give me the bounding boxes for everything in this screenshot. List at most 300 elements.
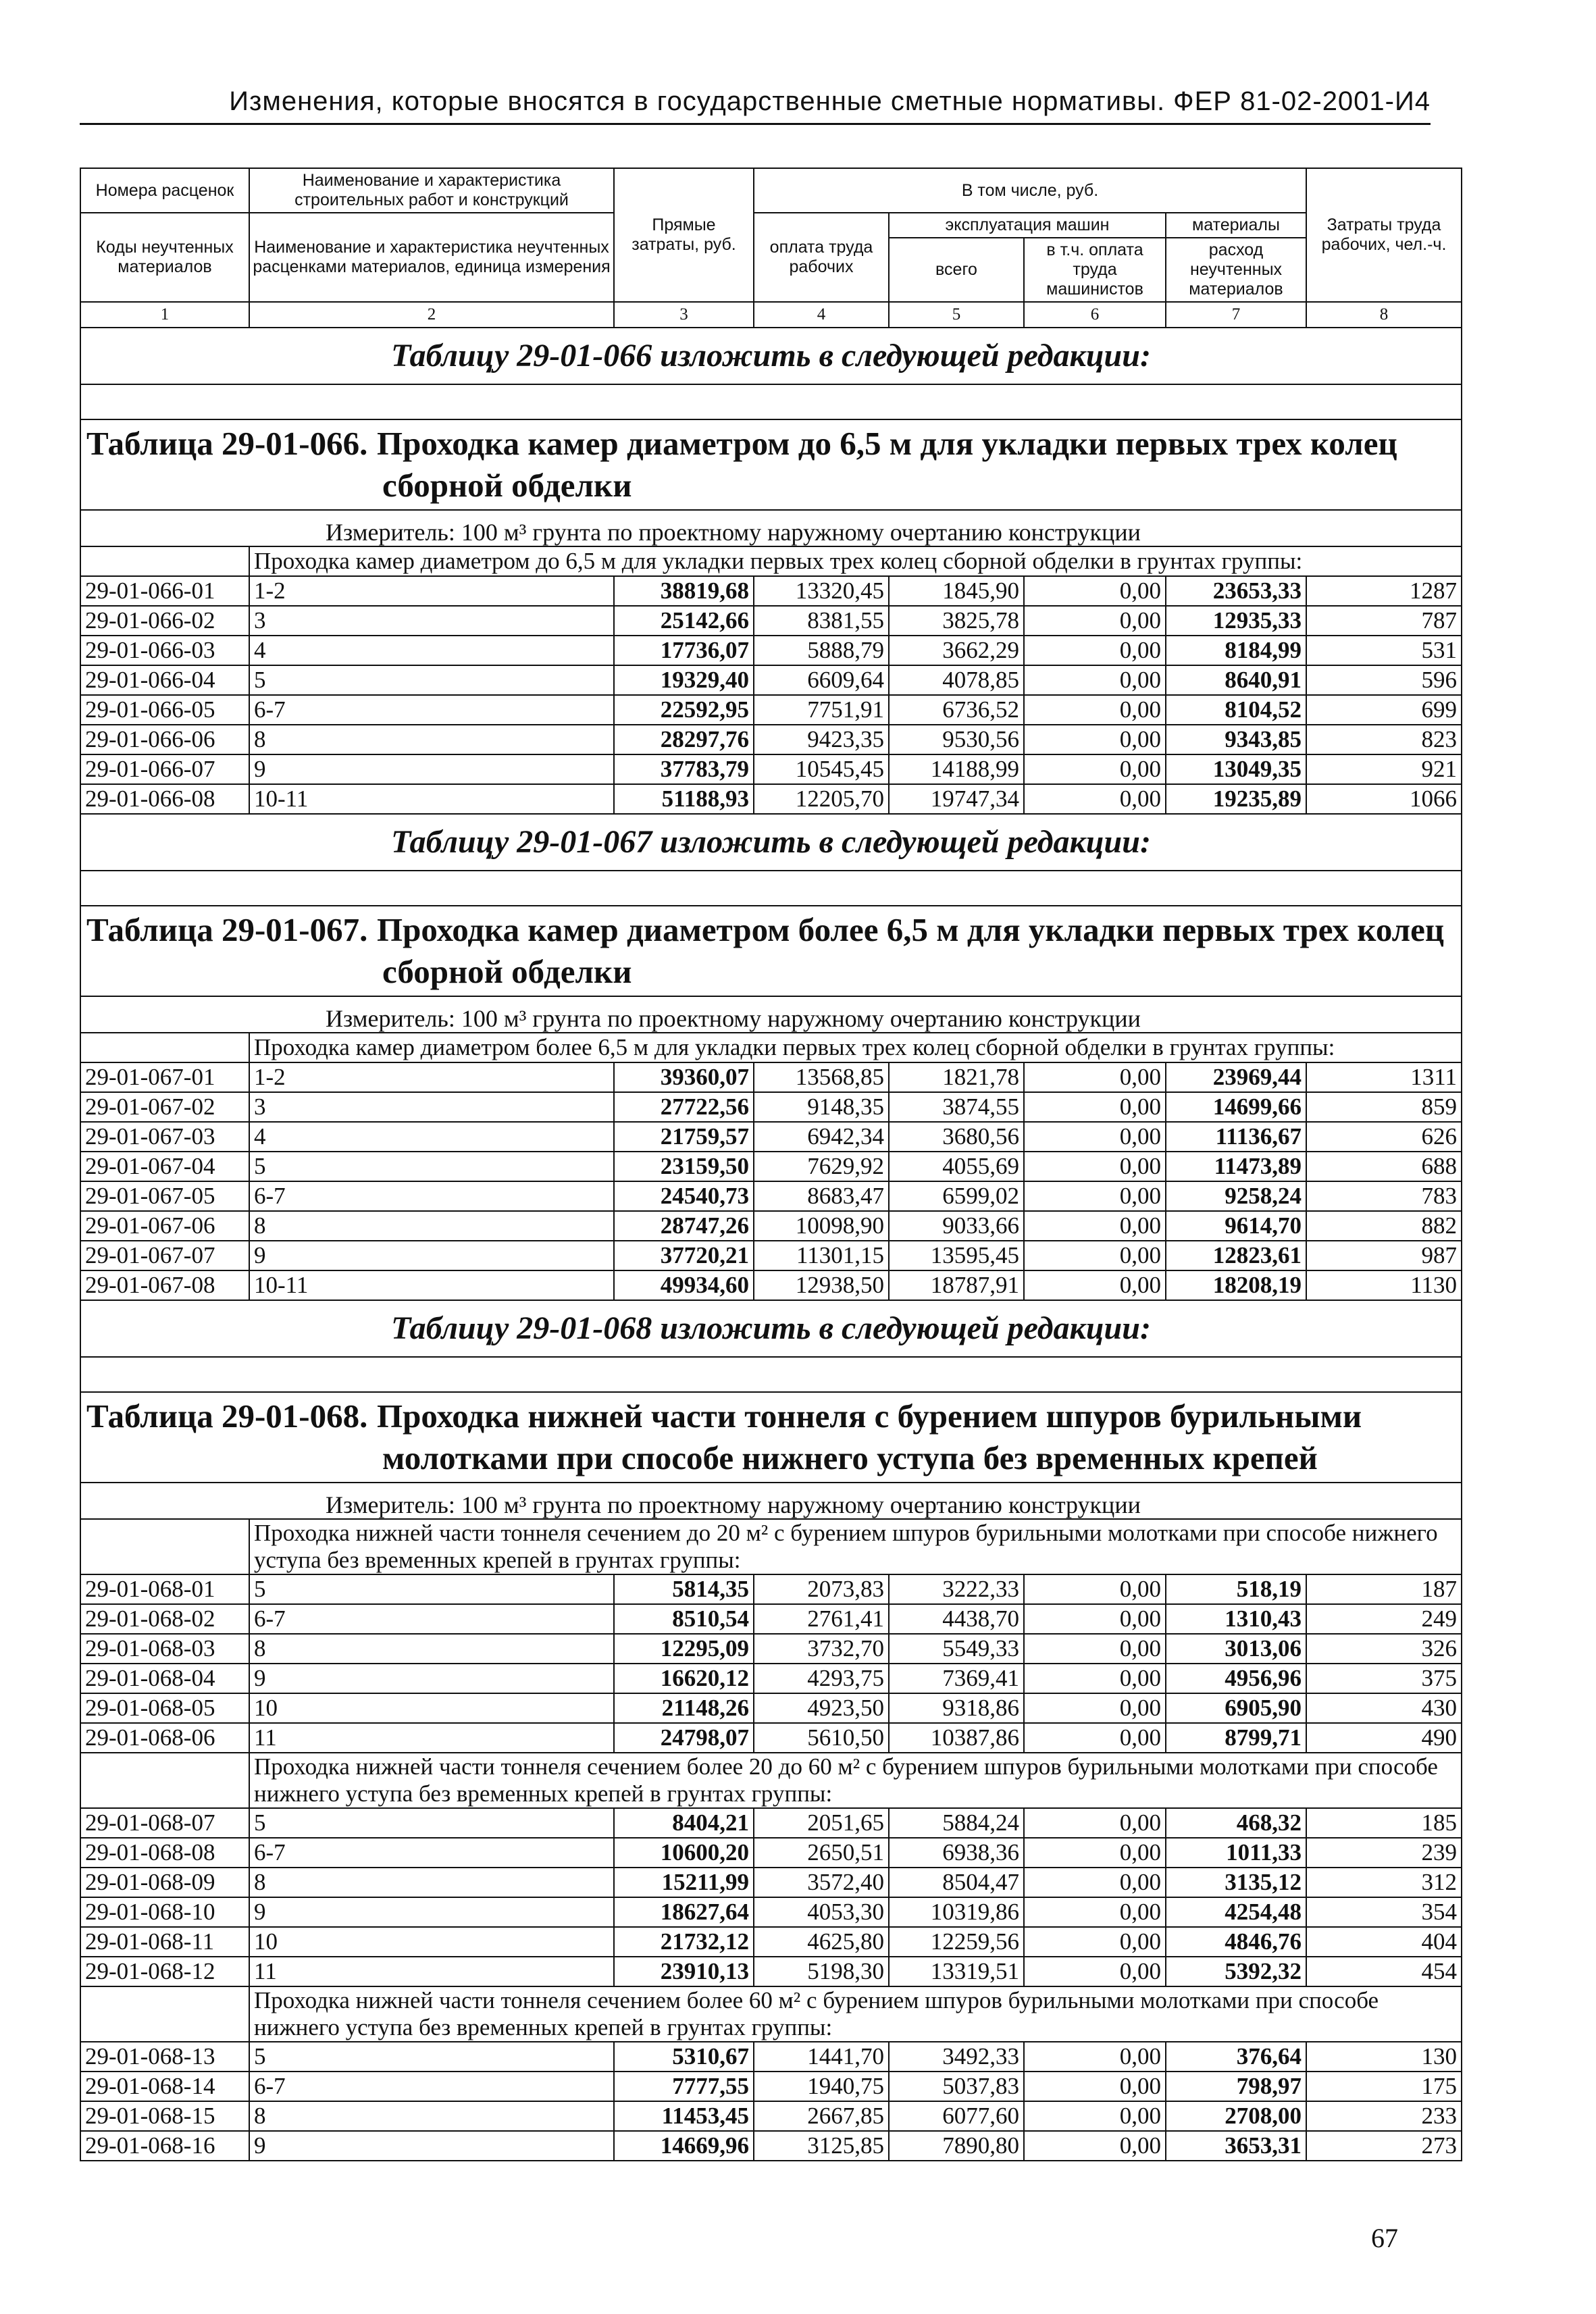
data-cell: 1-2 xyxy=(249,1062,614,1092)
data-cell: 7751,91 xyxy=(754,695,889,725)
header-wages: оплата труда рабочих xyxy=(754,213,889,302)
data-cell: 29-01-068-14 xyxy=(80,2072,249,2101)
table-title-line1: Проходка камер диаметром до 6,5 м для укладки первых трех колец xyxy=(377,425,1397,462)
data-cell: 1287 xyxy=(1306,576,1462,606)
table-row xyxy=(80,754,1462,784)
data-cell: 9258,24 xyxy=(1166,1181,1306,1211)
table-row xyxy=(80,1634,1462,1664)
data-cell: 8640,91 xyxy=(1166,665,1306,695)
section-caption-row xyxy=(80,1519,1462,1574)
data-cell: 16620,12 xyxy=(614,1664,754,1693)
section-caption-row xyxy=(80,546,1462,576)
data-cell: 6905,90 xyxy=(1166,1693,1306,1723)
data-cell: 29-01-066-07 xyxy=(80,754,249,784)
data-cell: 18787,91 xyxy=(889,1270,1024,1300)
header-labor-costs: Затраты труда рабочих, чел.-ч. xyxy=(1306,168,1462,302)
data-cell: 4956,96 xyxy=(1166,1664,1306,1693)
data-cell: 798,97 xyxy=(1166,2072,1306,2101)
table-number: Таблица 29-01-068. xyxy=(86,1397,368,1435)
header-name-top: Наименование и характеристика строительных работ и конструкций xyxy=(249,168,614,213)
data-cell: 185 xyxy=(1306,1808,1462,1838)
data-cell: 404 xyxy=(1306,1927,1462,1957)
data-cell: 37783,79 xyxy=(614,754,754,784)
table-row xyxy=(80,1723,1462,1753)
data-cell: 6736,52 xyxy=(889,695,1024,725)
data-cell: 9033,66 xyxy=(889,1211,1024,1241)
data-cell: 787 xyxy=(1306,606,1462,636)
data-cell: 19235,89 xyxy=(1166,784,1306,814)
data-cell: 1130 xyxy=(1306,1270,1462,1300)
data-cell: 5814,35 xyxy=(614,1574,754,1604)
data-cell: 29-01-067-05 xyxy=(80,1181,249,1211)
data-cell: 3680,56 xyxy=(889,1122,1024,1152)
data-cell: 0,00 xyxy=(1024,1723,1166,1753)
data-cell: 8 xyxy=(249,2101,614,2131)
data-cell: 3492,33 xyxy=(889,2042,1024,2072)
data-cell: 5 xyxy=(249,1152,614,1181)
header-unaccounted-materials: расход неучтенных материалов xyxy=(1166,238,1306,302)
data-cell: 21759,57 xyxy=(614,1122,754,1152)
data-cell: 39360,07 xyxy=(614,1062,754,1092)
data-cell: 29-01-067-07 xyxy=(80,1241,249,1270)
data-cell: 3125,85 xyxy=(754,2131,889,2161)
data-cell: 29-01-068-16 xyxy=(80,2131,249,2161)
data-cell: 27722,56 xyxy=(614,1092,754,1122)
instruction-text: Таблицу 29-01-066 изложить в следующей редакции: xyxy=(80,328,1462,384)
data-cell: 6599,02 xyxy=(889,1181,1024,1211)
data-cell: 7369,41 xyxy=(889,1664,1024,1693)
data-cell: 29-01-068-08 xyxy=(80,1838,249,1868)
spacer-row xyxy=(80,871,1462,906)
data-cell: 18627,64 xyxy=(614,1897,754,1927)
data-cell: 4053,30 xyxy=(754,1897,889,1927)
data-cell: 0,00 xyxy=(1024,1574,1166,1604)
data-cell: 7777,55 xyxy=(614,2072,754,2101)
data-cell: 9 xyxy=(249,1664,614,1693)
section-caption-row xyxy=(80,1033,1462,1062)
data-cell: 249 xyxy=(1306,1604,1462,1634)
table-row xyxy=(80,784,1462,814)
data-cell: 14669,96 xyxy=(614,2131,754,2161)
data-cell: 29-01-068-12 xyxy=(80,1957,249,1986)
data-cell: 0,00 xyxy=(1024,636,1166,665)
data-cell: 0,00 xyxy=(1024,695,1166,725)
data-cell: 9 xyxy=(249,1241,614,1270)
table-row xyxy=(80,1838,1462,1868)
header-codes-top: Номера расценок xyxy=(80,168,249,213)
data-cell: 5884,24 xyxy=(889,1808,1024,1838)
table-row xyxy=(80,1927,1462,1957)
table-title-line1: Проходка камер диаметром более 6,5 м для укладки первых трех колец xyxy=(377,911,1445,948)
table-row xyxy=(80,2131,1462,2161)
data-cell: 29-01-068-11 xyxy=(80,1927,249,1957)
table-title xyxy=(80,906,1462,996)
spacer-row xyxy=(80,1357,1462,1392)
data-cell: 3653,31 xyxy=(1166,2131,1306,2161)
data-cell: 12823,61 xyxy=(1166,1241,1306,1270)
data-cell: 29-01-068-04 xyxy=(80,1664,249,1693)
data-cell: 49934,60 xyxy=(614,1270,754,1300)
data-cell: 0,00 xyxy=(1024,1957,1166,1986)
column-number-row xyxy=(80,302,1462,328)
instruction-text: Таблицу 29-01-067 изложить в следующей редакции: xyxy=(80,814,1462,871)
data-cell: 490 xyxy=(1306,1723,1462,1753)
data-cell: 10 xyxy=(249,1927,614,1957)
instruction-text: Таблицу 29-01-068 изложить в следующей редакции: xyxy=(80,1300,1462,1357)
data-cell: 12259,56 xyxy=(889,1927,1024,1957)
data-cell: 3572,40 xyxy=(754,1868,889,1897)
data-cell: 12295,09 xyxy=(614,1634,754,1664)
data-cell: 13319,51 xyxy=(889,1957,1024,1986)
table-row xyxy=(80,1122,1462,1152)
data-cell: 29-01-067-02 xyxy=(80,1092,249,1122)
header-materials: материалы xyxy=(1166,213,1306,238)
data-cell: 23969,44 xyxy=(1166,1062,1306,1092)
data-cell: 21732,12 xyxy=(614,1927,754,1957)
data-cell: 9343,85 xyxy=(1166,725,1306,754)
data-cell: 6077,60 xyxy=(889,2101,1024,2131)
table-title-row xyxy=(80,419,1462,510)
table-header xyxy=(80,168,1462,328)
data-cell: 8184,99 xyxy=(1166,636,1306,665)
data-cell: 0,00 xyxy=(1024,2042,1166,2072)
data-cell: 10319,86 xyxy=(889,1897,1024,1927)
data-cell: 8381,55 xyxy=(754,606,889,636)
data-cell: 0,00 xyxy=(1024,1122,1166,1152)
data-cell: 29-01-066-02 xyxy=(80,606,249,636)
data-cell: 14699,66 xyxy=(1166,1092,1306,1122)
column-number: 5 xyxy=(889,302,1024,328)
data-cell: 22592,95 xyxy=(614,695,754,725)
data-cell: 10545,45 xyxy=(754,754,889,784)
data-cell: 375 xyxy=(1306,1664,1462,1693)
data-cell: 8 xyxy=(249,725,614,754)
data-cell: 4078,85 xyxy=(889,665,1024,695)
data-cell: 21148,26 xyxy=(614,1693,754,1723)
data-cell: 29-01-066-04 xyxy=(80,665,249,695)
data-cell: 9530,56 xyxy=(889,725,1024,754)
data-cell: 5310,67 xyxy=(614,2042,754,2072)
table-row xyxy=(80,1092,1462,1122)
data-cell: 518,19 xyxy=(1166,1574,1306,1604)
header-codes-bottom: Коды неучтенных материалов xyxy=(80,213,249,302)
data-cell: 24798,07 xyxy=(614,1723,754,1753)
data-cell: 0,00 xyxy=(1024,1927,1166,1957)
data-cell: 12938,50 xyxy=(754,1270,889,1300)
data-cell: 3135,12 xyxy=(1166,1868,1306,1897)
data-cell: 9423,35 xyxy=(754,725,889,754)
table-row xyxy=(80,725,1462,754)
data-cell: 13568,85 xyxy=(754,1062,889,1092)
data-cell: 1441,70 xyxy=(754,2042,889,2072)
data-cell: 0,00 xyxy=(1024,576,1166,606)
data-cell: 9318,86 xyxy=(889,1693,1024,1723)
data-cell: 29-01-068-06 xyxy=(80,1723,249,1753)
data-cell: 0,00 xyxy=(1024,1634,1166,1664)
data-cell: 0,00 xyxy=(1024,1270,1166,1300)
data-cell: 9614,70 xyxy=(1166,1211,1306,1241)
header-including: В том числе, руб. xyxy=(754,168,1306,213)
section-spacer xyxy=(80,1753,249,1808)
data-cell: 187 xyxy=(1306,1574,1462,1604)
data-cell: 0,00 xyxy=(1024,725,1166,754)
table-row xyxy=(80,1897,1462,1927)
data-cell: 596 xyxy=(1306,665,1462,695)
data-cell: 1311 xyxy=(1306,1062,1462,1092)
data-cell: 430 xyxy=(1306,1693,1462,1723)
table-title-row xyxy=(80,1392,1462,1483)
data-cell: 5 xyxy=(249,665,614,695)
data-cell: 688 xyxy=(1306,1152,1462,1181)
table-row xyxy=(80,1693,1462,1723)
data-cell: 2708,00 xyxy=(1166,2101,1306,2131)
table-row xyxy=(80,1211,1462,1241)
table-number: Таблица 29-01-067. xyxy=(86,911,368,948)
data-cell: 15211,99 xyxy=(614,1868,754,1897)
data-cell: 6-7 xyxy=(249,695,614,725)
data-cell: 6-7 xyxy=(249,2072,614,2101)
section-caption: Проходка нижней части тоннеля сечением более 60 м² с бурением шпуров бурильными молотками при способе нижнего уступа без временных крепей в грунтах группы: xyxy=(249,1986,1462,2042)
data-cell: 0,00 xyxy=(1024,1604,1166,1634)
data-cell: 0,00 xyxy=(1024,1211,1166,1241)
data-cell: 130 xyxy=(1306,2042,1462,2072)
data-cell: 11 xyxy=(249,1723,614,1753)
data-cell: 0,00 xyxy=(1024,665,1166,695)
column-number: 7 xyxy=(1166,302,1306,328)
column-number: 4 xyxy=(754,302,889,328)
data-cell: 1821,78 xyxy=(889,1062,1024,1092)
section-spacer xyxy=(80,1986,249,2042)
data-cell: 3825,78 xyxy=(889,606,1024,636)
data-cell: 4293,75 xyxy=(754,1664,889,1693)
section-caption-row xyxy=(80,1753,1462,1808)
meter-text: Измеритель: 100 м³ грунта по проектному наружному очертанию конструкции xyxy=(80,1483,1462,1519)
data-cell: 326 xyxy=(1306,1634,1462,1664)
data-cell: 24540,73 xyxy=(614,1181,754,1211)
price-table xyxy=(80,168,1462,2161)
data-cell: 29-01-068-10 xyxy=(80,1897,249,1927)
data-cell: 11453,45 xyxy=(614,2101,754,2131)
data-cell: 8683,47 xyxy=(754,1181,889,1211)
table-row xyxy=(80,1241,1462,1270)
data-cell: 29-01-067-08 xyxy=(80,1270,249,1300)
data-cell: 0,00 xyxy=(1024,1693,1166,1723)
data-cell: 5037,83 xyxy=(889,2072,1024,2101)
data-cell: 0,00 xyxy=(1024,1808,1166,1838)
data-cell: 8504,47 xyxy=(889,1868,1024,1897)
data-cell: 626 xyxy=(1306,1122,1462,1152)
table-title-line2: сборной обделки xyxy=(382,467,632,504)
data-cell: 29-01-066-03 xyxy=(80,636,249,665)
table-row xyxy=(80,2101,1462,2131)
data-cell: 9 xyxy=(249,754,614,784)
data-cell: 0,00 xyxy=(1024,1062,1166,1092)
data-cell: 273 xyxy=(1306,2131,1462,2161)
data-cell: 29-01-068-07 xyxy=(80,1808,249,1838)
data-cell: 11301,15 xyxy=(754,1241,889,1270)
data-cell: 19747,34 xyxy=(889,784,1024,814)
data-cell: 454 xyxy=(1306,1957,1462,1986)
data-cell: 6938,36 xyxy=(889,1838,1024,1868)
data-cell: 233 xyxy=(1306,2101,1462,2131)
data-cell: 29-01-067-04 xyxy=(80,1152,249,1181)
data-cell: 8 xyxy=(249,1634,614,1664)
data-cell: 5549,33 xyxy=(889,1634,1024,1664)
data-cell: 10-11 xyxy=(249,1270,614,1300)
data-cell: 4 xyxy=(249,636,614,665)
data-cell: 13049,35 xyxy=(1166,754,1306,784)
table-row xyxy=(80,695,1462,725)
data-cell: 7890,80 xyxy=(889,2131,1024,2161)
data-cell: 9148,35 xyxy=(754,1092,889,1122)
data-cell: 29-01-067-03 xyxy=(80,1122,249,1152)
data-cell: 1940,75 xyxy=(754,2072,889,2101)
section-caption-row xyxy=(80,1986,1462,2042)
data-cell: 23910,13 xyxy=(614,1957,754,1986)
data-cell: 51188,93 xyxy=(614,784,754,814)
table-row xyxy=(80,636,1462,665)
table-row xyxy=(80,1270,1462,1300)
data-cell: 9 xyxy=(249,2131,614,2161)
table-row xyxy=(80,665,1462,695)
data-cell: 3 xyxy=(249,1092,614,1122)
data-cell: 2051,65 xyxy=(754,1808,889,1838)
data-cell: 5 xyxy=(249,2042,614,2072)
data-cell: 5610,50 xyxy=(754,1723,889,1753)
data-cell: 0,00 xyxy=(1024,1092,1166,1122)
data-cell: 5198,30 xyxy=(754,1957,889,1986)
spacer-row xyxy=(80,384,1462,419)
running-header: Изменения, которые вносятся в государственные сметные нормативы. ФЕР 81-02-2001-И4 xyxy=(229,86,1431,116)
data-cell: 468,32 xyxy=(1166,1808,1306,1838)
data-cell: 10 xyxy=(249,1693,614,1723)
table-row xyxy=(80,1957,1462,1986)
data-cell: 0,00 xyxy=(1024,2101,1166,2131)
data-cell: 25142,66 xyxy=(614,606,754,636)
data-cell: 6609,64 xyxy=(754,665,889,695)
data-cell: 28747,26 xyxy=(614,1211,754,1241)
data-cell: 239 xyxy=(1306,1838,1462,1868)
data-cell: 0,00 xyxy=(1024,1664,1166,1693)
data-cell: 38819,68 xyxy=(614,576,754,606)
data-cell: 10098,90 xyxy=(754,1211,889,1241)
data-cell: 8 xyxy=(249,1868,614,1897)
data-cell: 8104,52 xyxy=(1166,695,1306,725)
data-cell: 10387,86 xyxy=(889,1723,1024,1753)
data-cell: 5392,32 xyxy=(1166,1957,1306,1986)
data-cell: 987 xyxy=(1306,1241,1462,1270)
data-cell: 4 xyxy=(249,1122,614,1152)
data-cell: 29-01-066-05 xyxy=(80,695,249,725)
data-cell: 8510,54 xyxy=(614,1604,754,1634)
data-cell: 28297,76 xyxy=(614,725,754,754)
data-cell: 0,00 xyxy=(1024,606,1166,636)
data-cell: 11 xyxy=(249,1957,614,1986)
data-cell: 3 xyxy=(249,606,614,636)
data-cell: 1066 xyxy=(1306,784,1462,814)
data-cell: 7629,92 xyxy=(754,1152,889,1181)
table-row xyxy=(80,1574,1462,1604)
data-cell: 8 xyxy=(249,1211,614,1241)
data-cell: 10-11 xyxy=(249,784,614,814)
table-title-line2: сборной обделки xyxy=(382,953,632,990)
data-cell: 6942,34 xyxy=(754,1122,889,1152)
header-rule xyxy=(80,123,1431,125)
data-cell: 29-01-068-09 xyxy=(80,1868,249,1897)
data-cell: 17736,07 xyxy=(614,636,754,665)
data-cell: 0,00 xyxy=(1024,1838,1166,1868)
data-cell: 19329,40 xyxy=(614,665,754,695)
meter-row xyxy=(80,1483,1462,1519)
data-cell: 0,00 xyxy=(1024,1152,1166,1181)
data-cell: 5 xyxy=(249,1574,614,1604)
column-number: 1 xyxy=(80,302,249,328)
section-caption: Проходка камер диаметром более 6,5 м для укладки первых трех колец сборной обделки в грунтах группы: xyxy=(249,1033,1462,1062)
data-cell: 4254,48 xyxy=(1166,1897,1306,1927)
data-cell: 13595,45 xyxy=(889,1241,1024,1270)
header-machinist-wages: в т.ч. оплата труда машинистов xyxy=(1024,238,1166,302)
meter-row xyxy=(80,996,1462,1033)
header-machines-total: всего xyxy=(889,238,1024,302)
data-cell: 2667,85 xyxy=(754,2101,889,2131)
data-cell: 8404,21 xyxy=(614,1808,754,1838)
page-number: 67 xyxy=(1371,2223,1398,2253)
table-row xyxy=(80,1062,1462,1092)
data-cell: 0,00 xyxy=(1024,1897,1166,1927)
meter-text: Измеритель: 100 м³ грунта по проектному наружному очертанию конструкции xyxy=(80,996,1462,1033)
spacer-cell xyxy=(80,384,1462,419)
meter-text: Измеритель: 100 м³ грунта по проектному наружному очертанию конструкции xyxy=(80,510,1462,546)
data-cell: 29-01-068-05 xyxy=(80,1693,249,1723)
data-cell: 376,64 xyxy=(1166,2042,1306,2072)
data-cell: 4438,70 xyxy=(889,1604,1024,1634)
data-cell: 921 xyxy=(1306,754,1462,784)
data-cell: 3732,70 xyxy=(754,1634,889,1664)
data-cell: 783 xyxy=(1306,1181,1462,1211)
data-cell: 29-01-068-02 xyxy=(80,1604,249,1634)
data-cell: 699 xyxy=(1306,695,1462,725)
data-cell: 29-01-066-08 xyxy=(80,784,249,814)
data-cell: 2761,41 xyxy=(754,1604,889,1634)
data-cell: 11136,67 xyxy=(1166,1122,1306,1152)
data-cell: 29-01-066-06 xyxy=(80,725,249,754)
data-cell: 9 xyxy=(249,1897,614,1927)
column-number: 6 xyxy=(1024,302,1166,328)
instruction-row xyxy=(80,328,1462,384)
data-cell: 37720,21 xyxy=(614,1241,754,1270)
table-row xyxy=(80,1604,1462,1634)
data-cell: 29-01-068-15 xyxy=(80,2101,249,2131)
data-cell: 29-01-067-06 xyxy=(80,1211,249,1241)
column-number: 8 xyxy=(1306,302,1462,328)
table-title-row xyxy=(80,906,1462,996)
table-row xyxy=(80,606,1462,636)
data-cell: 6-7 xyxy=(249,1604,614,1634)
data-cell: 0,00 xyxy=(1024,2072,1166,2101)
data-cell: 6-7 xyxy=(249,1838,614,1868)
section-caption: Проходка камер диаметром до 6,5 м для укладки первых трех колец сборной обделки в грунтах группы: xyxy=(249,546,1462,576)
instruction-row xyxy=(80,814,1462,871)
data-cell: 11473,89 xyxy=(1166,1152,1306,1181)
table-row xyxy=(80,2072,1462,2101)
meter-row xyxy=(80,510,1462,546)
data-cell: 5 xyxy=(249,1808,614,1838)
data-cell: 3662,29 xyxy=(889,636,1024,665)
header-machines: эксплуатация машин xyxy=(889,213,1166,238)
table-row xyxy=(80,1808,1462,1838)
instruction-row xyxy=(80,1300,1462,1357)
data-cell: 3222,33 xyxy=(889,1574,1024,1604)
